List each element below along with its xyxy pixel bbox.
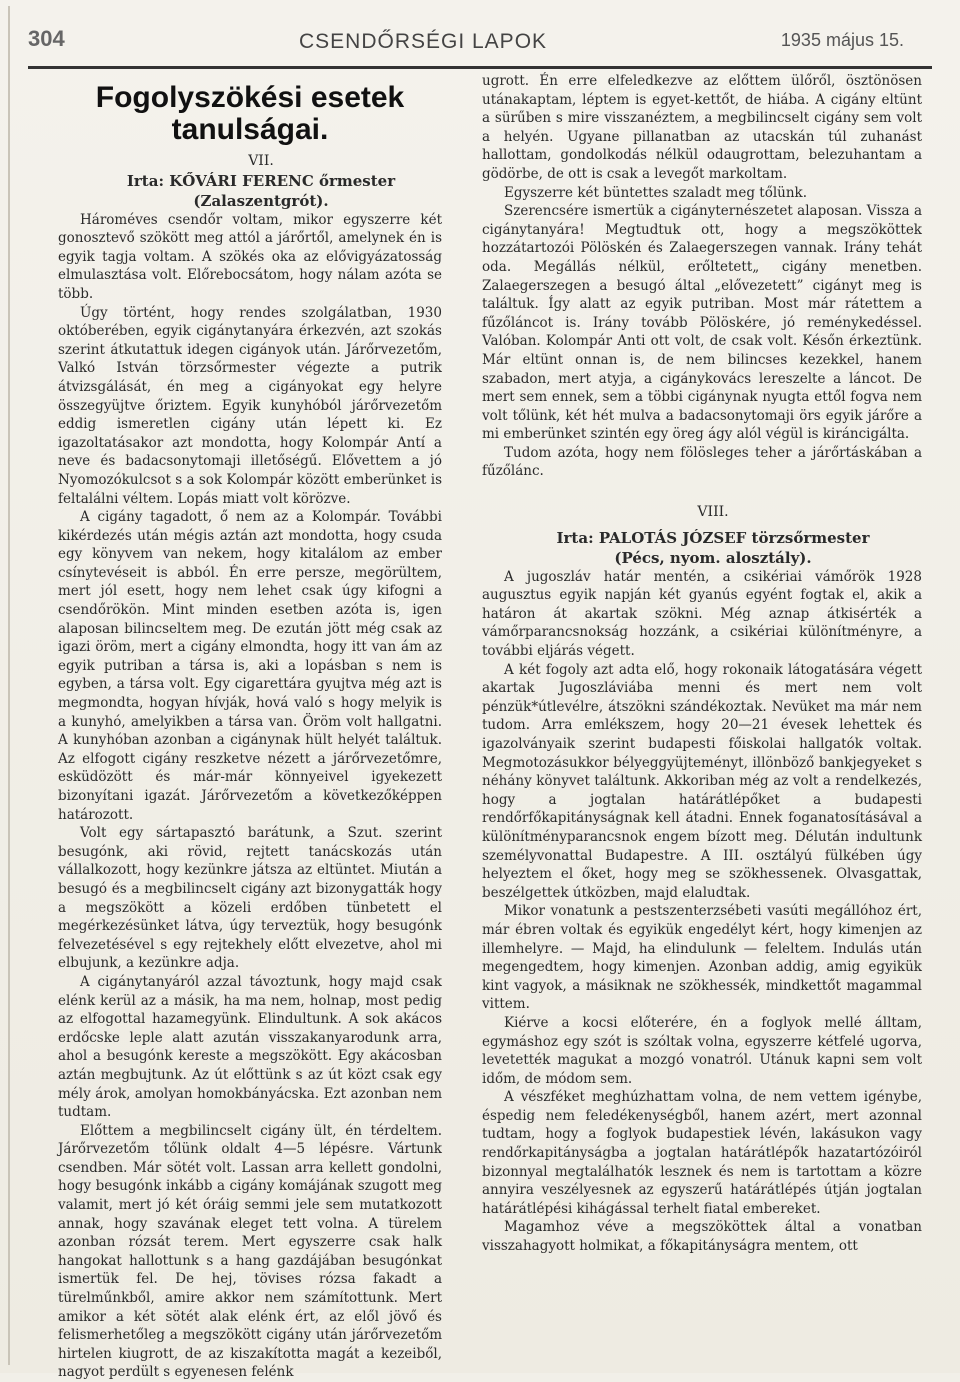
article-title: Fogolyszökési esetek tanulságai. xyxy=(95,81,405,146)
paragraph: A két fogoly azt adta elő, hogy rokonaik látogatására végett akartak Jugoszláviába menni és mert nem volt pénzük*útlevélre, átszökni szándékoztak. Nevüket ma már nem tudom. Arra emlékszem, hogy 20—21 évesek lehettek és igazolványaik szerint budapesti főiskolai hallgatók voltak. Megmotozásukkor bélyeggyüjteményt, illönböző bankjegyeket s néhány könyvet találtunk. Akkoriban még az volt a rendelkezés, hogy a jogtalan határátlépőket a budapesti rendőrfőkapitányságnak kell átadni. Ennek foganatosításával a különítményparancsnok engem bízott meg. Délután indultunk személyvonattal Budapestre. A III. osztályú fülkében úgy helyeztem el őket, hogy meg se szökhessenek. Olvasgattak, beszélgettek útközben, majd elaludtak. xyxy=(482,661,922,901)
paragraph: Szerencsére ismertük a cigányternészetet alaposan. Vissza a cigánytanyára! Megtudtuk ott, hogy a megszököttek hozzátartozói Pölöskén és Zalaegerszegen vannak. Irány tehát oda. Megállás nélkül, erőltetett„ cigány menetben. Zalaegerszegen a besugó által „elővezetett” cigányt meg is találtuk. Így alatt az egyik putriban. Most már rátettem a fűzőláncot is. Irány tovább Pölöskére, jó reménykedéssel. Valóban. Kolompár Anti ott volt, de csak volt. Későn érkeztünk. Már eltünt onnan is, de nem bilincses kezekkel, hanem szabadon, mert atyja, a cigánykovács lereszelte a láncot. De mert sem ennek, sem a többi cigánynak nyugta ettől fogva nem volt tőlünk, két hét mulva a badacsonytomaji örs egyik járőre a mi emberünket szintén egy öreg ágy alól végül is kiráncigálta. xyxy=(482,203,922,443)
paragraph: A cigánytanyáról azzal távoztunk, hogy majd csak elénk kerül az a másik, ha ma nem, holnap, most pedig az elfogottal hazamegyünk. Elindultunk. A sok akácos erdőcske leple alatt azután visszakanyarodunk arra, ahol a besugónk kereste a megszökött. Egy akácosban aztán megbujtunk. Az út előttünk s az út közt csak egy mély árok, amolyan homokbányácska. Ezt azonban nem tudtam. xyxy=(58,973,442,1121)
section-number: VIII. xyxy=(697,504,729,521)
page-number: 304 xyxy=(28,26,65,51)
left-column xyxy=(58,82,442,1382)
author-byline: Irta: KŐVÁRI FERENC őrmester xyxy=(126,171,396,190)
author-location: (Pécs, nyom. alosztály). xyxy=(614,548,812,567)
paragraph: Volt egy sártapasztó barátunk, a Szut. szerint besugónk, aki rövid, rejtett tanácskozás után vállalkozott, hogy kezünkre játsza az eltüntet. Miután a besugó és a megbilincselt cigány azt bizonygatták hogy a megszökött a közeli erdőben tünbetett el megérkezésünket látva, úgy terveztük, hogy besugónk felvezetésével s egy rejtekhely előtt elvezetve, ahol mi elbujunk, a kezünkre adja. xyxy=(58,825,442,972)
author-location: (Zalaszentgrót). xyxy=(193,191,329,210)
paragraph: Úgy történt, hogy rendes szolgálatban, 1930 októberében, egyik cigánytanyára érkezvén, azt szokás szerint átkutattuk idegen cigányok után. Járőrvezetőm, Valkó István törzsőrmester végezte a putrik átvizsgálását, én meg a cigányokat egy helyre összegyüjtve őriztem. Egyik kunyhóból járőrvezetőm eddig ismeretlen cigány után lépett ki. Ez igazoltatásakor azt mondotta, hogy Kolompár Antí a neve és badacsonytomaji illetőségű. Elővettem a jó Nyomozókulcsot s a sok Kolompár között emberünket is feltalálni véltem. Lopás miatt volt körözve. xyxy=(58,304,442,507)
author-byline: Irta: PALOTÁS JÓZSEF törzsőrmester xyxy=(556,528,870,547)
right-column xyxy=(482,72,922,1256)
page-header xyxy=(28,22,932,69)
issue-date: 1935 május 15. xyxy=(780,30,904,50)
paragraph: Tudom azóta, hogy nem fölösleges teher a járőrtáskában a fűzőlánc. xyxy=(482,444,922,480)
paragraph: Hároméves csendőr voltam, mikor egyszerre két gonosztevő szökött meg attól a járőrtől, amelynek én is egyik tagja voltam. A szökés oka az elővigyázatosság elmulasztása volt. Előrebocsátom, hogy nálam azóta se több. xyxy=(58,211,442,302)
paragraph: ugrott. Én erre elfeledkezve az előttem ülőről, ösztönösen utánakaptam, léptem is egyet-kettőt, de hiába. A cigány eltünt a sürűben s mire visszanéztem, a megbilincselt cigány sem volt a helyén. Ugyane pillanatban az utacskán túl zuhanást hallottam, gondolkodás nélkül odaugrottam, belezuhantam a gödörbe, de ott is csak a levegőt markoltam. xyxy=(482,73,922,182)
paragraph: A jugoszláv határ mentén, a csikériai vámőrök 1928 augusztus egyik napján két gyanús egyént fogtak el, akik a határon át akartak szökni. Még aznap átkisérték a vámőrparancsnokság hozzánk, a csikériai különítményre, a további eljárás végett. xyxy=(482,568,922,660)
paragraph: Mikor vonatunk a pestszenterzsébeti vasúti megállóhoz ért, már ébren voltak és egyikük engedélyt kért, hogy kimenjen az illemhelyre. — Majd, ha elindulunk — feleltem. Indulás után megengedtem, hogy kimenjen. Azonban addig, amig egyikük kint vagyok, a másiknak ne szökhessék, mindkettőt magammal vittem. xyxy=(482,903,922,1013)
paragraph: Kiérve a kocsi előterére, én a foglyok mellé álltam, egymáshoz egy szót is szóltak volna, egyszerre kétfelé ugorva, levetették magukat a mozgó vonatról. Utánuk kapni sem volt időm, de módom sem. xyxy=(482,1014,922,1087)
paragraph: Előttem a megbilincselt cigány ült, én térdeltem. Járőrvezetőm tőlünk oldalt 4—5 lépésre. Vártunk csendben. Már sötét volt. Lassan arra kellett gondolni, hogy besugónk inkább a cigány komájának szugott meg valamit, mert jó két óráig semmi jele sem mutatkozott annak, hogy szavának eleget tett volna. A türelem azonban rózsát terem. Mert egyszerre csak halk hangokat hallottunk s a hang gazdájában besugónkat ismertük fel. De hej, tövises rózsa fakadt a türelműnkből, amire akkor nem számítottunk. Mert amikor a két sötét alak elénk ért, az elől jövő és felismerhetőleg a megszökött cigány után járőrvezetőm hirtelen kiugrott, de az kiszakította magát a kezeiből, nagyot perdült s egyenesen felénk xyxy=(58,1122,442,1381)
publication-title: CSENDŐRSÉGI LAPOK xyxy=(298,30,548,53)
paragraph: A cigány tagadott, ő nem az a Kolompár. További kikérdezés után mégis aztán azt mondotta, hogy csuda egy könyvem van nekem, hogy kitalálom az ember csínytevéseit is abból. Én erre persze, megörültem, mert jól esett, hogy nem lehet csak úgy kifogni a csendőrökön. Mint minden esetben azóta is, igen alaposan bilincseltem meg. De ezután jött még csak az igazi öröm, mert a cigány elmondta, hogy itt van ám az egyik putriban a társa is, aki a lopásban s nem is egyben, a társa volt. Egy cigarettára gyujtva még azt is megmondta, hogyan hívják, hová való s hogy melyik is a kunyhó, amelyikben a társa van. Öröm volt hallgatni. A kunyhóban azonban a cigánynak hült helyét találtuk. Az elfogott cigány reszketve nézett a járőrvezetőmre, esküdözött és már-már könnyeivel igyekezett bizonyítani igazát. Járőrvezetőm a következőképpen határozott. xyxy=(58,509,442,823)
section-number: VII. xyxy=(248,153,274,169)
paragraph: A vészféket meghúzhattam volna, de nem vettem igénybe, éspedig nem feledékenységből, hanem azért, mert azonnal tudtam, hogy a foglyok budapestiek lévén, lakásukon vagy rendőrkapitányságba a jogtalan határátlépők hazatartózóiról bizonnyal megtalálhatók lesznek és nem is tartottam a közre annyira veszélyesnek az egyszerű határátlépés útján jogtalan határátlépési kihágással terhelt fiatal embereket. xyxy=(482,1089,922,1217)
paragraph: Magamhoz véve a megszököttek által a vonatban visszahagyott holmikat, a főkapitányságra mentem, ott xyxy=(482,1219,922,1255)
paragraph: Egyszerre két büntettes szaladt meg tőlünk. xyxy=(504,184,807,201)
